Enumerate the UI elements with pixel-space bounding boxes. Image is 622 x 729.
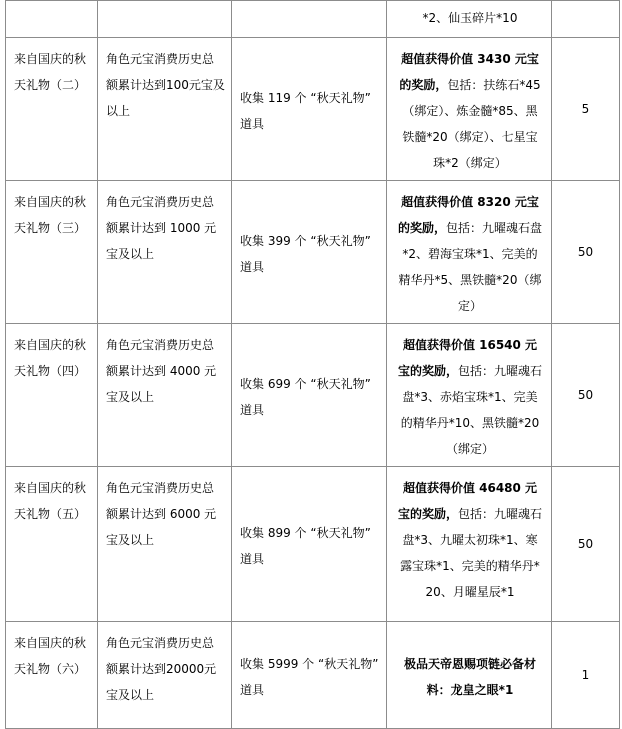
reward-cell [387, 1, 552, 38]
count-cell: 5 [552, 38, 620, 181]
reward-lead: 超值获得价值 16540 元宝的奖励， [397, 338, 538, 378]
collect-cell: 收集 399 个 “秋天礼物” 道具 [232, 181, 387, 324]
reward-rest: 包括：九曜魂石盘*3、九曜太初珠*1、寒露宝珠*1、完美的精华丹*20、月曜星辰*1 [400, 507, 543, 599]
collect-cell [232, 1, 387, 38]
table-row [6, 181, 620, 324]
collect-cell: 收集 5999 个 “秋天礼物” 道具 [232, 622, 387, 729]
count-cell: 50 [552, 467, 620, 622]
rewards-table [5, 0, 620, 729]
name-cell: 来自国庆的秋天礼物（六） [6, 622, 98, 729]
reward-lead: 超值获得价值 8320 元宝的奖励， [397, 195, 539, 235]
reward-cell [387, 181, 552, 324]
condition-cell: 角色元宝消费历史总额累计达到 1000 元宝及以上 [98, 181, 232, 324]
reward-cell [387, 38, 552, 181]
reward-lead: 超值获得价值 3430 元宝的奖励， [399, 52, 539, 92]
condition-cell: 角色元宝消费历史总额累计达到100元宝及以上 [98, 38, 232, 181]
reward-cell [387, 324, 552, 467]
reward-text: *2、仙玉碎片*10 [422, 11, 518, 25]
condition-cell [98, 1, 232, 38]
table-row [6, 622, 620, 729]
reward-cell [387, 467, 552, 622]
name-cell: 来自国庆的秋天礼物（五） [6, 467, 98, 622]
name-cell: 来自国庆的秋天礼物（四） [6, 324, 98, 467]
collect-cell: 收集 119 个 “秋天礼物” 道具 [232, 38, 387, 181]
count-cell [552, 1, 620, 38]
collect-cell: 收集 899 个 “秋天礼物” 道具 [232, 467, 387, 622]
table-row [6, 324, 620, 467]
condition-cell: 角色元宝消费历史总额累计达到20000元宝及以上 [98, 622, 232, 729]
table-row [6, 38, 620, 181]
count-cell: 50 [552, 181, 620, 324]
count-cell: 1 [552, 622, 620, 729]
reward-cell [387, 622, 552, 729]
table-row [6, 467, 620, 622]
condition-cell: 角色元宝消费历史总额累计达到 6000 元宝及以上 [98, 467, 232, 622]
name-cell: 来自国庆的秋天礼物（三） [6, 181, 98, 324]
table-row [6, 1, 620, 38]
name-cell [6, 1, 98, 38]
collect-cell: 收集 699 个 “秋天礼物” 道具 [232, 324, 387, 467]
reward-rest: 包括：扶练石*45（绑定）、炼金髓*85、黑铁髓*20（绑定）、七星宝珠*2（绑定） [402, 78, 541, 170]
condition-cell: 角色元宝消费历史总额累计达到 4000 元宝及以上 [98, 324, 232, 467]
count-cell: 50 [552, 324, 620, 467]
name-cell: 来自国庆的秋天礼物（二） [6, 38, 98, 181]
reward-lead: 极品天帝恩赐项链必备材料：龙皇之眼*1 [403, 657, 536, 697]
reward-lead: 超值获得价值 46480 元宝的奖励， [397, 481, 538, 521]
reward-rest: 包括：九曜魂石盘*2、碧海宝珠*1、完美的精华丹*5、黑铁髓*20（绑定） [398, 221, 543, 313]
reward-rest: 包括：九曜魂石盘*3、赤焰宝珠*1、完美的精华丹*10、黑铁髓*20（绑定） [400, 364, 543, 456]
